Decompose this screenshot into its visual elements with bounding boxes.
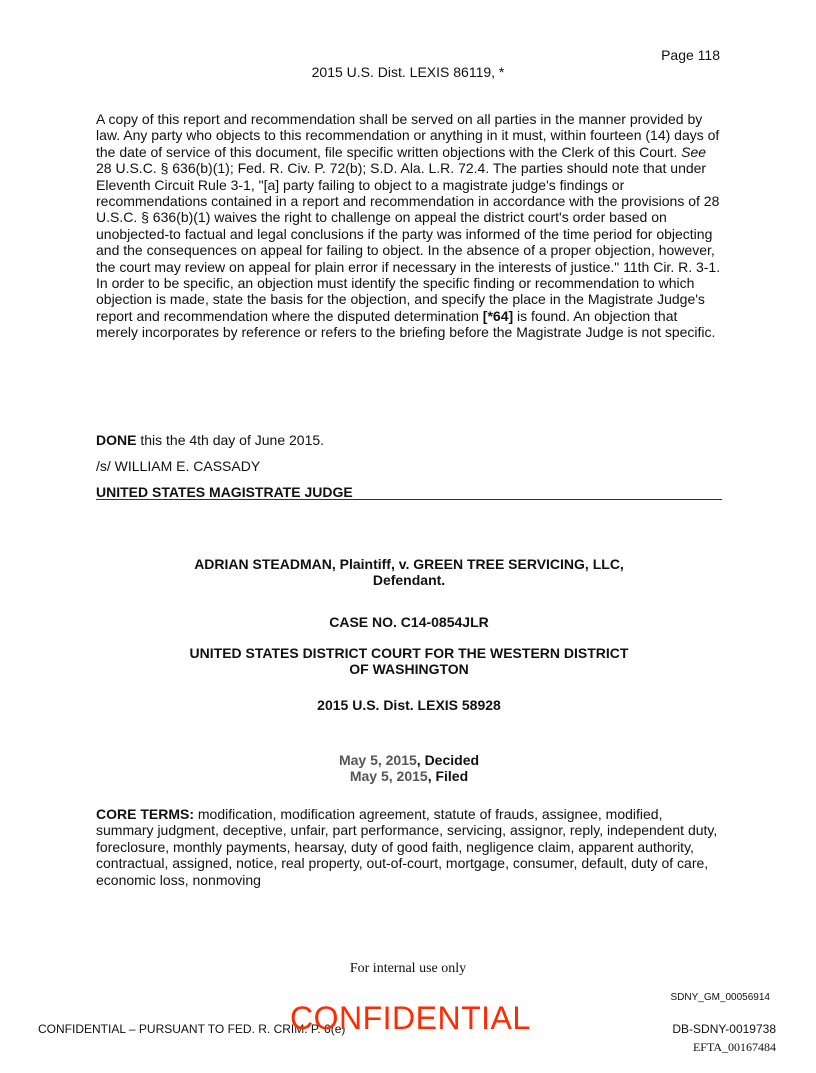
signature: /s/ WILLIAM E. CASSADY xyxy=(96,458,261,474)
bates-db: DB-SDNY-0019738 xyxy=(672,1022,776,1036)
done-label: DONE xyxy=(96,432,137,448)
signer-title: UNITED STATES MAGISTRATE JUDGE xyxy=(96,484,353,500)
page-number: Page 118 xyxy=(661,47,720,63)
case-caption xyxy=(96,556,722,589)
lexis-citation: 2015 U.S. Dist. LEXIS 58928 xyxy=(317,697,501,713)
paragraph-text-2: 28 U.S.C. § 636(b)(1); Fed. R. Civ. P. 72(b); S.D. Ala. L.R. 72.4. The parties should note that under Eleventh Circuit Rule 3-1, "[a] party failing to object to a magistrate judge's findings or recommendations contained in a report and recommendation in accordance with the provisions of 28 U.S.C. § 636(b)(1) waives the right to challenge on appeal the district court's order based on unobjected-to factual and legal conclusions if the party was informed of the time period for objecting and the consequences on appeal for failing to object. In the absence of a proper objection, however, the court may review on appeal for plain error if necessary in the interests of justice." 11th Cir. R. 3-1. In order to be specific, an objection must identify the specific finding or recommendation to which objection is made, state the basis for the objection, and specify the place in the Magistrate Judge's report and recommendation where the disputed determination xyxy=(96,160,721,324)
case-number: CASE NO. C14-0854JLR xyxy=(329,614,489,630)
paragraph-text-3: is found. An objection that merely incorporates by reference or refers to the briefing before the Magistrate Judge is not specific. xyxy=(96,307,716,341)
court-name xyxy=(96,645,722,678)
confidential-notice: CONFIDENTIAL – PURSUANT TO FED. R. CRIM. P. 6(e) xyxy=(38,1022,346,1036)
done-date: this the 4th day of June 2015. xyxy=(136,432,325,448)
core-terms xyxy=(96,806,722,888)
filed-label: , Filed xyxy=(427,768,469,785)
decided-line xyxy=(96,752,722,768)
filed-date: May 5, 2015 xyxy=(349,768,428,785)
running-citation: 2015 U.S. Dist. LEXIS 86119, * xyxy=(311,64,505,80)
core-terms-list: modification, modification agreement, statute of frauds, assignee, modified, summary judgment, deceptive, unfair, part performance, servicing, assignor, reply, independent duty, foreclosure, monthly payments, hearsay, duty of good faith, negligence claim, apparent authority, contractual, assigned, notice, real property, out-of-court, mortgage, consumer, default, duty of care, economic loss, nonmoving xyxy=(96,806,718,888)
decided-label: , Decided xyxy=(416,752,480,768)
section-divider xyxy=(96,499,722,500)
decided-date: May 5, 2015 xyxy=(338,752,417,768)
internal-use-note: For internal use only xyxy=(349,961,467,976)
star-page-marker: [*64] xyxy=(482,307,514,324)
court-name-text: UNITED STATES DISTRICT COURT FOR THE WESTERN DISTRICT OF WASHINGTON xyxy=(189,645,629,678)
objection-paragraph xyxy=(96,111,722,341)
case-dates xyxy=(96,752,722,785)
paragraph-text-1: A copy of this report and recommendation shall be served on all parties in the manner provided by law. Any party who objects to this recommendation or anything in it must, within fourteen (14) days of the date of service of this document, file specific written objections with the Clerk of this Court. xyxy=(96,111,720,160)
core-terms-label: CORE TERMS: xyxy=(96,806,194,822)
see-signal: See xyxy=(681,143,707,160)
efta-number: EFTA_00167484 xyxy=(692,1040,776,1054)
bates-gm: SDNY_GM_00056914 xyxy=(670,992,770,1003)
case-caption-text: ADRIAN STEADMAN, Plaintiff, v. GREEN TREE SERVICING, LLC, Defendant. xyxy=(194,556,624,589)
confidential-stamp: CONFIDENTIAL xyxy=(290,1000,531,1036)
filed-line xyxy=(96,768,722,784)
done-line xyxy=(96,432,722,448)
